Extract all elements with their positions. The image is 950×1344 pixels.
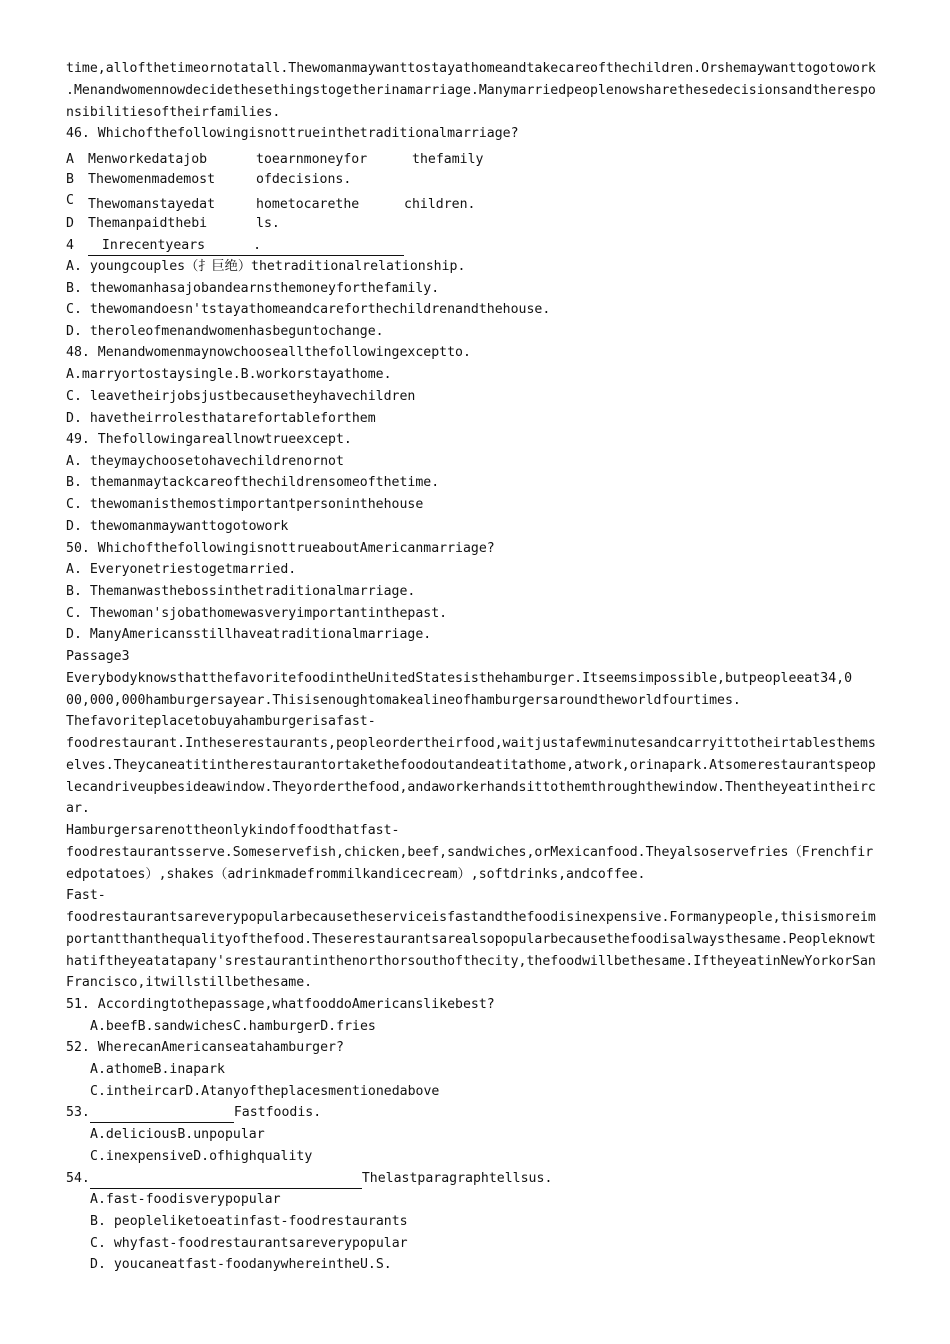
option-part: children. [404, 197, 476, 212]
passage-line: Hamburgersarenottheonlykindoffoodthatfast- [66, 823, 400, 838]
passage-line: Fast- [66, 888, 106, 903]
option-part: toearnmoneyfor [256, 152, 368, 167]
option-letter: A [66, 152, 74, 167]
option-line: B. Themanwasthebossinthetraditionalmarriage. [66, 584, 416, 599]
passage-line: hatiftheyeatatapany'srestaurantinthenorthorsouthofthecity,thefoodwillbethesame.IftheyeatinNewYorkorSan [66, 954, 876, 969]
option-line: C.inexpensiveD.ofhighquality [90, 1149, 313, 1164]
passage-line: Thefavoriteplacetobuyahamburgerisafast- [66, 714, 376, 729]
passage-line: foodrestaurant.Intheserestaurants,peopleordertheirfood,waitjustafewminutesandcarryittotheirtablesthems [66, 736, 876, 751]
passage-line: ar. [66, 801, 90, 816]
option-part: ls. [256, 216, 280, 231]
option-part: Thewomanstayedat [88, 197, 216, 212]
option-letter: C [66, 193, 74, 208]
question-number: 4 [66, 238, 74, 253]
passage-line: edpotatoes）,shakes（adrinkmadefrommilkandicecream）,softdrinks,andcoffee. [66, 867, 646, 882]
option-line: B. thewomanhasajobandearnsthemoneyforthefamily. [66, 281, 440, 296]
passage-line: portantthanthequalityofthefood.Theserestaurantsarealsopopularbecausethefoodisalwaysthesame.Peopleknowt [66, 932, 876, 947]
question-47-stem [66, 237, 404, 256]
passage-title: Passage3 [66, 649, 130, 664]
option-line: A.beefB.sandwichesC.hamburgerD.fries [90, 1019, 376, 1034]
option-line: D. ManyAmericansstillhaveatraditionalmarriage. [66, 627, 432, 642]
option-letter: B [66, 172, 74, 187]
option-line: C. leavetheirjobsjustbecausetheyhavechildren [66, 389, 416, 404]
option-line: A.athomeB.inapark [90, 1062, 225, 1077]
option-line: C. whyfast-foodrestaurantsareverypopular [90, 1236, 408, 1251]
question-number: 53. [66, 1105, 90, 1120]
option-line: B. themanmaytackcareofthechildrensomeofthetime. [66, 475, 440, 490]
option-line: A.fast-foodisverypopular [90, 1192, 281, 1207]
option-line: A. theymaychoosetohavechildrenornot [66, 454, 344, 469]
question-text: Fastfoodis. [233, 1105, 322, 1120]
option-line: D. youcaneatfast-foodanywhereintheU.S. [90, 1257, 392, 1272]
option-line: A.marryortostaysingle.B.workorstayathome. [66, 367, 392, 382]
passage-line: .Menandwomennowdecidethesethingstogetherinamarriage.Manymarriedpeoplenowsharethesedecisionsandtherespo [66, 83, 876, 98]
passage-line: 00,000,000hamburgersayear.Thisisenoughtomakealineofhamburgersaroundtheworldfourtimes. [66, 693, 741, 708]
option-part: Themanpaidthebi [88, 216, 208, 231]
question-46-stem: 46. Whichofthefollowingisnottrueinthetraditionalmarriage? [66, 126, 519, 141]
question-53-stem [66, 1104, 321, 1123]
answer-blank [90, 1170, 362, 1189]
option-part: thefamily [412, 152, 484, 167]
option-line: A. youngcouples（扌巨绝）thetraditionalrelationship. [66, 259, 466, 274]
passage-line: lecandriveupbesideawindow.Theyorderthefood,andaworkerhandsittothemthroughthewindow.Thentheyeatintheirc [66, 780, 876, 795]
option-line: B. peopleliketoeatinfast-foodrestaurants [90, 1214, 408, 1229]
blank-text: Inrecentyears [101, 238, 206, 253]
passage-line: elves.Theycaneatitintherestaurantortakethefoodoutandeatitathome,atwork,orinapark.Atsomerestaurantspeop [66, 758, 876, 773]
option-line: C. thewomandoesn'tstayathomeandcareforthechildrenandthehouse. [66, 302, 551, 317]
option-line: D. theroleofmenandwomenhasbeguntochange. [66, 324, 384, 339]
passage-line: Francisco,itwillstillbethesame. [66, 975, 313, 990]
option-part: Thewomenmademost [88, 172, 216, 187]
question-51-stem: 51. Accordingtothepassage,whatfooddoAmericanslikebest? [66, 997, 495, 1012]
question-50-stem: 50. WhichofthefollowingisnottrueaboutAmericanmarriage? [66, 541, 495, 556]
question-number: 54. [66, 1171, 90, 1186]
option-line: D. havetheirrolesthatarefortableforthem [66, 411, 376, 426]
option-part: hometocarethe [256, 197, 360, 212]
passage-line: time,allofthetimeornotatall.Thewomanmaywanttostayathomeandtakecareofthechildren.Orshemaywanttogotowork [66, 61, 876, 76]
passage-line: EverybodyknowsthatthefavoritefoodintheUnitedStatesisthehamburger.Itseemsimpossible,butpeopleeat34,0 [66, 671, 853, 686]
option-line: C. Thewoman'sjobathomewasveryimportantinthepast. [66, 606, 448, 621]
question-text: Thelastparagraphtellsus. [361, 1171, 553, 1186]
option-line: D. thewomanmaywanttogotowork [66, 519, 289, 534]
option-line: A.deliciousB.unpopular [90, 1127, 265, 1142]
option-letter: D [66, 216, 74, 231]
option-line: C. thewomanisthemostimportantpersoninthehouse [66, 497, 424, 512]
question-49-stem: 49. Thefollowingareallnowtrueexcept. [66, 432, 352, 447]
answer-blank [88, 237, 404, 256]
answer-blank [90, 1104, 234, 1123]
passage-line: nsibilitiesoftheirfamilies. [66, 105, 281, 120]
passage-line: foodrestaurantsareverypopularbecausetheserviceisfastandthefoodisinexpensive.Formanypeople,thisismoreim [66, 910, 876, 925]
question-48-stem: 48. Menandwomenmaynowchooseallthefollowingexceptto. [66, 345, 471, 360]
option-part: Menworkedatajob [88, 152, 208, 167]
passage-line: foodrestaurantsserve.Someservefish,chicken,beef,sandwiches,orMexicanfood.Theyalsoservefries（Frenchfir [66, 845, 874, 860]
option-line: A. Everyonetriestogetmarried. [66, 562, 297, 577]
question-52-stem: 52. WherecanAmericanseatahamburger? [66, 1040, 344, 1055]
option-part: ofdecisions. [256, 172, 352, 187]
option-line: C.intheircarD.Atanyoftheplacesmentionedabove [90, 1084, 440, 1099]
blank-end: . [253, 238, 262, 253]
question-54-stem [66, 1170, 552, 1189]
